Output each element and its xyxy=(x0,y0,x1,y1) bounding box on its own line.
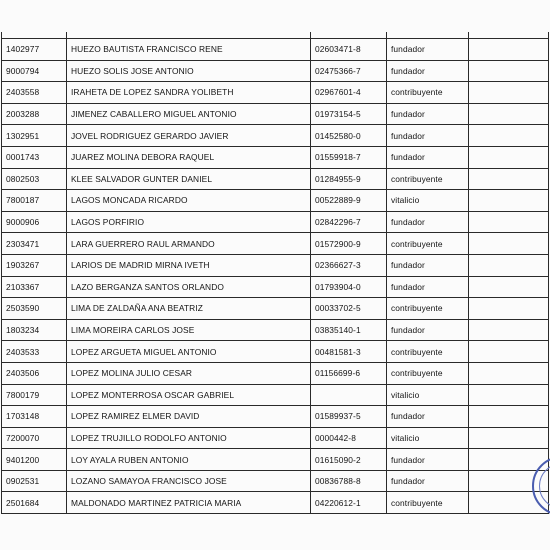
empty-cell xyxy=(469,233,549,255)
member-code-cell: 2501684 xyxy=(2,492,67,514)
table-row xyxy=(2,60,549,82)
member-code-cell: 2403558 xyxy=(2,82,67,104)
table-row xyxy=(2,125,549,147)
table-row xyxy=(2,406,549,428)
table-row xyxy=(2,470,549,492)
member-category-cell: fundador xyxy=(387,470,469,492)
member-category-cell: fundador xyxy=(387,211,469,233)
member-name-cell: LARA GUERRERO RAUL ARMANDO xyxy=(67,233,311,255)
member-code-cell: 2003288 xyxy=(2,103,67,125)
table-row xyxy=(2,276,549,298)
member-code-cell: 9401200 xyxy=(2,449,67,471)
member-name-cell: HUEZO BAUTISTA FRANCISCO RENE xyxy=(67,39,311,61)
member-code-cell: 0802503 xyxy=(2,168,67,190)
member-nit-cell: 01284955-9 xyxy=(311,168,387,190)
member-category-cell: fundador xyxy=(387,449,469,471)
member-code-cell: 1803234 xyxy=(2,319,67,341)
member-code-cell: 7200070 xyxy=(2,427,67,449)
empty-cell xyxy=(469,146,549,168)
member-name-cell: KLEE SALVADOR GUNTER DANIEL xyxy=(67,168,311,190)
member-name-cell: JIMENEZ CABALLERO MIGUEL ANTONIO xyxy=(67,103,311,125)
member-name-cell: LIMA MOREIRA CARLOS JOSE xyxy=(67,319,311,341)
member-nit-cell: 02366627-3 xyxy=(311,254,387,276)
member-category-cell: contribuyente xyxy=(387,82,469,104)
member-name-cell: LOY AYALA RUBEN ANTONIO xyxy=(67,449,311,471)
member-code-cell: 9000794 xyxy=(2,60,67,82)
empty-cell xyxy=(469,168,549,190)
member-code-cell: 1903267 xyxy=(2,254,67,276)
empty-cell xyxy=(469,60,549,82)
member-name-cell: IRAHETA DE LOPEZ SANDRA YOLIBETH xyxy=(67,82,311,104)
member-nit-cell: 02967601-4 xyxy=(311,82,387,104)
table-row xyxy=(2,82,549,104)
table-row xyxy=(2,103,549,125)
member-category-cell: vitalicio xyxy=(387,427,469,449)
member-code-cell: 1402977 xyxy=(2,39,67,61)
member-name-cell: LOPEZ ARGUETA MIGUEL ANTONIO xyxy=(67,341,311,363)
empty-cell xyxy=(469,103,549,125)
table-row xyxy=(2,341,549,363)
empty-cell xyxy=(469,82,549,104)
member-name-cell: LIMA DE ZALDAÑA ANA BEATRIZ xyxy=(67,298,311,320)
member-table-body xyxy=(2,32,549,514)
member-nit-cell: 01156699-6 xyxy=(311,362,387,384)
member-nit-cell: 00836788-8 xyxy=(311,470,387,492)
member-name-cell: JOVEL RODRIGUEZ GERARDO JAVIER xyxy=(67,125,311,147)
member-category-cell: contribuyente xyxy=(387,168,469,190)
member-category-cell: fundador xyxy=(387,60,469,82)
member-code-cell: 7800179 xyxy=(2,384,67,406)
table-row xyxy=(2,362,549,384)
member-category-cell: fundador xyxy=(387,319,469,341)
member-code-cell: 1703148 xyxy=(2,406,67,428)
member-name-cell: HUEZO SOLIS JOSE ANTONIO xyxy=(67,60,311,82)
member-code-cell: 9000906 xyxy=(2,211,67,233)
table-row xyxy=(2,146,549,168)
member-nit-cell: 01973154-5 xyxy=(311,103,387,125)
empty-cell xyxy=(469,362,549,384)
table-row xyxy=(2,298,549,320)
member-category-cell: contribuyente xyxy=(387,492,469,514)
member-name-cell: LARIOS DE MADRID MIRNA IVETH xyxy=(67,254,311,276)
member-nit-cell xyxy=(311,384,387,406)
empty-cell xyxy=(469,211,549,233)
table-row xyxy=(2,211,549,233)
member-category-cell: vitalicio xyxy=(387,384,469,406)
member-code-cell: 2403533 xyxy=(2,341,67,363)
member-code-cell: 2503590 xyxy=(2,298,67,320)
member-category-cell: fundador xyxy=(387,39,469,61)
member-code-cell: 0902531 xyxy=(2,470,67,492)
empty-cell xyxy=(469,319,549,341)
member-name-cell: LOPEZ MOLINA JULIO CESAR xyxy=(67,362,311,384)
table-row xyxy=(2,384,549,406)
member-name-cell: LOPEZ MONTERROSA OSCAR GABRIEL xyxy=(67,384,311,406)
member-nit-cell: 02603471-8 xyxy=(311,39,387,61)
empty-cell xyxy=(469,341,549,363)
empty-cell xyxy=(469,298,549,320)
member-code-cell: 1302951 xyxy=(2,125,67,147)
member-category-cell: contribuyente xyxy=(387,233,469,255)
member-category-cell: contribuyente xyxy=(387,298,469,320)
member-category-cell: fundador xyxy=(387,254,469,276)
member-name-cell: LAZO BERGANZA SANTOS ORLANDO xyxy=(67,276,311,298)
table-row xyxy=(2,449,549,471)
member-code-cell: 7800187 xyxy=(2,190,67,212)
member-code-cell: 2403506 xyxy=(2,362,67,384)
member-nit-cell: 03835140-1 xyxy=(311,319,387,341)
table-row xyxy=(2,427,549,449)
member-nit-cell: 0000442-8 xyxy=(311,427,387,449)
empty-cell xyxy=(469,190,549,212)
table-row xyxy=(2,492,549,514)
table-row xyxy=(2,39,549,61)
empty-cell xyxy=(469,125,549,147)
member-category-cell: contribuyente xyxy=(387,341,469,363)
member-nit-cell: 00033702-5 xyxy=(311,298,387,320)
member-category-cell: fundador xyxy=(387,276,469,298)
member-nit-cell: 04220612-1 xyxy=(311,492,387,514)
member-table xyxy=(1,32,549,514)
member-category-cell: fundador xyxy=(387,406,469,428)
empty-cell xyxy=(469,427,549,449)
member-name-cell: LAGOS MONCADA RICARDO xyxy=(67,190,311,212)
member-nit-cell: 01589937-5 xyxy=(311,406,387,428)
member-nit-cell: 00481581-3 xyxy=(311,341,387,363)
table-row xyxy=(2,233,549,255)
member-category-cell: vitalicio xyxy=(387,190,469,212)
empty-cell xyxy=(469,449,549,471)
table-row xyxy=(2,319,549,341)
empty-cell xyxy=(469,39,549,61)
member-nit-cell: 01615090-2 xyxy=(311,449,387,471)
member-nit-cell: 01793904-0 xyxy=(311,276,387,298)
member-category-cell: contribuyente xyxy=(387,362,469,384)
member-category-cell: fundador xyxy=(387,146,469,168)
member-code-cell: 2303471 xyxy=(2,233,67,255)
member-name-cell: LAGOS PORFIRIO xyxy=(67,211,311,233)
empty-cell xyxy=(469,276,549,298)
table-row xyxy=(2,190,549,212)
member-nit-cell: 00522889-9 xyxy=(311,190,387,212)
member-nit-cell: 01559918-7 xyxy=(311,146,387,168)
table-row xyxy=(2,168,549,190)
empty-cell xyxy=(469,254,549,276)
member-nit-cell: 02842296-7 xyxy=(311,211,387,233)
empty-cell xyxy=(469,384,549,406)
member-name-cell: LOZANO SAMAYOA FRANCISCO JOSE xyxy=(67,470,311,492)
member-nit-cell: 01572900-9 xyxy=(311,233,387,255)
member-name-cell: MALDONADO MARTINEZ PATRICIA MARIA xyxy=(67,492,311,514)
member-name-cell: JUAREZ MOLINA DEBORA RAQUEL xyxy=(67,146,311,168)
member-category-cell: fundador xyxy=(387,103,469,125)
member-nit-cell: 01452580-0 xyxy=(311,125,387,147)
member-code-cell: 0001743 xyxy=(2,146,67,168)
member-category-cell: fundador xyxy=(387,125,469,147)
member-name-cell: LOPEZ TRUJILLO RODOLFO ANTONIO xyxy=(67,427,311,449)
table-row xyxy=(2,254,549,276)
member-name-cell: LOPEZ RAMIREZ ELMER DAVID xyxy=(67,406,311,428)
member-nit-cell: 02475366-7 xyxy=(311,60,387,82)
empty-cell xyxy=(469,406,549,428)
member-code-cell: 2103367 xyxy=(2,276,67,298)
